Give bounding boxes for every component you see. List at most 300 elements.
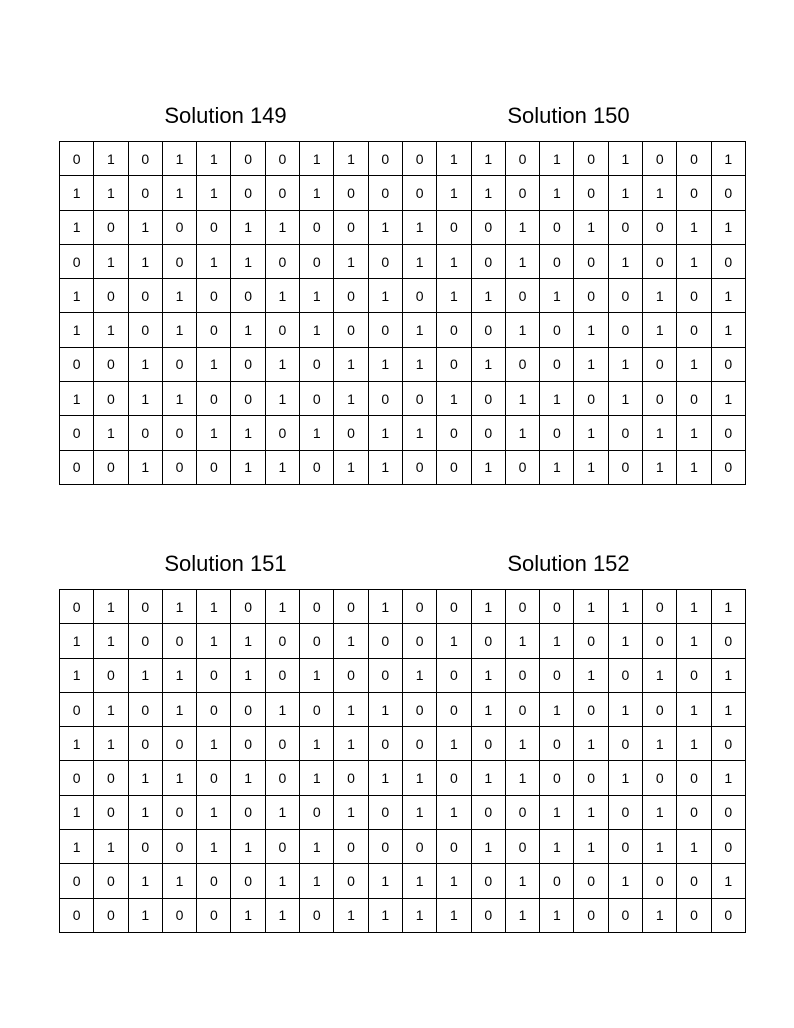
grid-cell: 1	[265, 210, 299, 244]
grid-cell: 1	[505, 727, 539, 761]
grid-cell: 1	[334, 795, 368, 829]
grid-cell: 0	[608, 450, 642, 484]
grid-cell: 0	[711, 244, 745, 278]
grid-cell: 0	[403, 830, 437, 864]
grid-cell: 1	[368, 898, 402, 932]
grid-cell: 0	[677, 279, 711, 313]
grid-cell: 0	[677, 142, 711, 176]
grid-cell: 0	[368, 313, 402, 347]
grid-cell: 1	[711, 692, 745, 726]
grid-cell: 0	[231, 727, 265, 761]
grid-cell: 1	[300, 727, 334, 761]
grid-cell: 1	[128, 210, 162, 244]
grid-cell: 0	[505, 347, 539, 381]
grid-cell: 0	[471, 244, 505, 278]
grid-cell: 1	[368, 347, 402, 381]
grid-cell: 1	[711, 313, 745, 347]
grid-cell: 0	[711, 624, 745, 658]
grid-cell: 1	[60, 830, 94, 864]
grid-cell: 0	[265, 142, 299, 176]
grid-cell: 0	[403, 624, 437, 658]
grid-cell: 0	[334, 313, 368, 347]
grid-cell: 0	[265, 658, 299, 692]
grid-cell: 1	[677, 416, 711, 450]
grid-cell: 1	[540, 898, 574, 932]
grid-cell: 0	[197, 761, 231, 795]
puzzle-grid	[59, 589, 403, 933]
grid-cell: 0	[94, 347, 128, 381]
grid-cell: 1	[334, 624, 368, 658]
grid-cell: 0	[437, 450, 471, 484]
grid-cell: 0	[574, 244, 608, 278]
grid-cell: 1	[128, 761, 162, 795]
grid-cell: 1	[197, 795, 231, 829]
grid-cell: 0	[197, 210, 231, 244]
grid-cell: 0	[128, 176, 162, 210]
grid-cell: 1	[265, 382, 299, 416]
grid-cell: 0	[471, 382, 505, 416]
grid-cell: 1	[403, 416, 437, 450]
grid-cell: 0	[403, 176, 437, 210]
grid-cell: 0	[265, 624, 299, 658]
grid-cell: 1	[265, 692, 299, 726]
grid-cell: 0	[60, 898, 94, 932]
grid-cell: 1	[231, 761, 265, 795]
grid-cell: 0	[265, 416, 299, 450]
grid-cell: 0	[643, 210, 677, 244]
grid-cell: 0	[197, 382, 231, 416]
grid-cell: 0	[608, 727, 642, 761]
grid-cell: 0	[368, 830, 402, 864]
grid-cell: 1	[300, 313, 334, 347]
grid-cell: 0	[197, 898, 231, 932]
grid-cell: 0	[162, 830, 196, 864]
grid-cell: 0	[471, 210, 505, 244]
grid-cell: 1	[162, 761, 196, 795]
grid-cell: 1	[677, 347, 711, 381]
puzzle-grid	[402, 589, 746, 933]
grid-cell: 0	[300, 898, 334, 932]
grid-row	[403, 176, 746, 210]
grid-cell: 0	[231, 347, 265, 381]
grid-cell: 0	[368, 727, 402, 761]
grid-cell: 0	[711, 347, 745, 381]
grid-cell: 0	[162, 244, 196, 278]
grid-cell: 0	[471, 624, 505, 658]
grid-cell: 0	[471, 313, 505, 347]
grid-cell: 1	[231, 210, 265, 244]
grid-row	[403, 795, 746, 829]
grid-cell: 1	[574, 590, 608, 624]
grid-cell: 1	[128, 244, 162, 278]
grid-cell: 1	[505, 864, 539, 898]
grid-cell: 0	[300, 244, 334, 278]
grid-cell: 0	[128, 590, 162, 624]
grid-cell: 0	[300, 624, 334, 658]
grid-cell: 1	[334, 142, 368, 176]
grid-cell: 0	[128, 830, 162, 864]
grid-row	[60, 795, 403, 829]
grid-cell: 1	[608, 382, 642, 416]
grid-cell: 1	[94, 624, 128, 658]
grid-cell: 1	[94, 142, 128, 176]
grid-cell: 0	[505, 590, 539, 624]
grid-row	[403, 416, 746, 450]
grid-cell: 1	[643, 450, 677, 484]
grid-cell: 1	[574, 795, 608, 829]
grid-cell: 1	[608, 864, 642, 898]
grid-cell: 0	[60, 450, 94, 484]
grid-cell: 1	[711, 142, 745, 176]
grid-cell: 0	[711, 830, 745, 864]
grid-cell: 0	[471, 898, 505, 932]
grid-cell: 0	[574, 898, 608, 932]
grid-cell: 1	[60, 624, 94, 658]
grid-cell: 0	[94, 795, 128, 829]
grid-cell: 1	[368, 692, 402, 726]
grid-cell: 0	[608, 313, 642, 347]
grid-row	[60, 727, 403, 761]
grid-cell: 1	[711, 210, 745, 244]
grid-row	[60, 624, 403, 658]
grid-cell: 1	[265, 279, 299, 313]
grid-cell: 0	[197, 279, 231, 313]
grid-cell: 0	[162, 624, 196, 658]
grid-cell: 1	[60, 382, 94, 416]
grid-cell: 1	[162, 279, 196, 313]
grid-row	[403, 864, 746, 898]
grid-cell: 1	[643, 898, 677, 932]
grid-cell: 0	[643, 692, 677, 726]
grid-row	[60, 313, 403, 347]
grid-cell: 1	[711, 658, 745, 692]
grid-cell: 1	[300, 279, 334, 313]
grid-cell: 0	[300, 382, 334, 416]
grid-cell: 1	[403, 795, 437, 829]
grid-cell: 1	[231, 658, 265, 692]
grid-cell: 0	[505, 176, 539, 210]
grid-row	[60, 450, 403, 484]
grid-cell: 1	[403, 898, 437, 932]
grid-cell: 0	[403, 382, 437, 416]
grid-cell: 0	[60, 416, 94, 450]
grid-cell: 0	[643, 244, 677, 278]
grid-cell: 0	[197, 450, 231, 484]
grid-cell: 1	[403, 313, 437, 347]
grid-cell: 1	[677, 590, 711, 624]
grid-cell: 1	[471, 279, 505, 313]
grid-row	[403, 450, 746, 484]
grid-cell: 0	[197, 864, 231, 898]
grid-cell: 0	[471, 416, 505, 450]
grid-row	[403, 692, 746, 726]
grid-cell: 1	[711, 761, 745, 795]
grid-cell: 0	[643, 590, 677, 624]
grid-cell: 1	[643, 727, 677, 761]
grid-cell: 0	[60, 864, 94, 898]
grid-cell: 1	[60, 210, 94, 244]
grid-cell: 0	[403, 590, 437, 624]
grid-cell: 1	[471, 658, 505, 692]
grid-cell: 1	[300, 864, 334, 898]
grid-cell: 0	[643, 864, 677, 898]
grid-cell: 0	[368, 244, 402, 278]
grid-cell: 1	[94, 176, 128, 210]
grid-cell: 0	[608, 830, 642, 864]
grid-row	[60, 347, 403, 381]
grid-cell: 0	[197, 313, 231, 347]
grid-cell: 1	[300, 761, 334, 795]
grid-cell: 0	[540, 761, 574, 795]
grid-cell: 1	[403, 658, 437, 692]
puzzle-grid	[59, 141, 403, 485]
grid-cell: 1	[677, 210, 711, 244]
grid-cell: 1	[368, 416, 402, 450]
grid-cell: 0	[643, 382, 677, 416]
grid-cell: 1	[300, 142, 334, 176]
grid-cell: 1	[608, 692, 642, 726]
grid-cell: 1	[608, 624, 642, 658]
grid-cell: 1	[94, 416, 128, 450]
grid-cell: 1	[300, 658, 334, 692]
grid-row	[60, 590, 403, 624]
grid-cell: 1	[643, 279, 677, 313]
grid-cell: 0	[574, 692, 608, 726]
grid-cell: 0	[608, 795, 642, 829]
grid-cell: 0	[368, 658, 402, 692]
grid-cell: 0	[162, 727, 196, 761]
grid-row	[60, 692, 403, 726]
grid-cell: 1	[471, 450, 505, 484]
grid-cell: 1	[471, 830, 505, 864]
grid-cell: 0	[231, 795, 265, 829]
grid-row	[403, 347, 746, 381]
grid-cell: 1	[334, 347, 368, 381]
grid-cell: 0	[94, 761, 128, 795]
grid-cell: 0	[505, 692, 539, 726]
grid-cell: 1	[437, 727, 471, 761]
grid-cell: 0	[574, 176, 608, 210]
grid-cell: 1	[471, 142, 505, 176]
grid-cell: 1	[197, 416, 231, 450]
grid-cell: 1	[162, 658, 196, 692]
grid-cell: 1	[403, 864, 437, 898]
grid-cell: 0	[265, 830, 299, 864]
grid-cell: 1	[711, 590, 745, 624]
grid-cell: 1	[677, 624, 711, 658]
grid-cell: 0	[60, 761, 94, 795]
grid-cell: 0	[471, 727, 505, 761]
grid-cell: 1	[643, 795, 677, 829]
grid-cell: 0	[711, 416, 745, 450]
grid-cell: 0	[60, 692, 94, 726]
grid-cell: 0	[60, 347, 94, 381]
grid-cell: 0	[300, 347, 334, 381]
grid-cell: 0	[231, 590, 265, 624]
grid-cell: 0	[711, 727, 745, 761]
grid-cell: 1	[677, 727, 711, 761]
grid-cell: 1	[574, 313, 608, 347]
grid-cell: 1	[403, 244, 437, 278]
grid-cell: 1	[677, 830, 711, 864]
grid-cell: 1	[505, 761, 539, 795]
grid-cell: 1	[128, 864, 162, 898]
grid-cell: 0	[540, 864, 574, 898]
grid-row	[60, 142, 403, 176]
grid-cell: 0	[540, 658, 574, 692]
grid-cell: 1	[94, 692, 128, 726]
grid-cell: 1	[403, 347, 437, 381]
grid-cell: 0	[608, 658, 642, 692]
grid-cell: 1	[94, 590, 128, 624]
grid-cell: 0	[505, 830, 539, 864]
grid-cell: 1	[677, 450, 711, 484]
grid-cell: 0	[334, 279, 368, 313]
grid-cell: 0	[334, 658, 368, 692]
grid-row	[403, 590, 746, 624]
grid-cell: 0	[711, 176, 745, 210]
grid-cell: 0	[128, 416, 162, 450]
grid-cell: 0	[60, 142, 94, 176]
grid-cell: 0	[128, 624, 162, 658]
grid-cell: 0	[368, 176, 402, 210]
grid-row	[60, 658, 403, 692]
grid-cell: 1	[197, 830, 231, 864]
grid-cell: 1	[368, 761, 402, 795]
grid-cell: 0	[334, 761, 368, 795]
grid-cell: 0	[540, 727, 574, 761]
grid-cell: 0	[94, 450, 128, 484]
grid-cell: 1	[162, 382, 196, 416]
grid-cell: 0	[128, 692, 162, 726]
grid-row	[60, 830, 403, 864]
grid-cell: 0	[300, 795, 334, 829]
grid-row	[403, 382, 746, 416]
grid-cell: 0	[437, 590, 471, 624]
grid-cell: 1	[300, 416, 334, 450]
grid-cell: 1	[231, 624, 265, 658]
grid-cell: 1	[231, 830, 265, 864]
grid-cell: 0	[540, 347, 574, 381]
grid-row	[60, 864, 403, 898]
grid-cell: 1	[162, 142, 196, 176]
grid-cell: 0	[231, 864, 265, 898]
grid-cell: 0	[334, 590, 368, 624]
grid-row	[403, 727, 746, 761]
grid-cell: 0	[300, 210, 334, 244]
grid-cell: 0	[334, 864, 368, 898]
grid-cell: 0	[437, 658, 471, 692]
grid-cell: 0	[437, 830, 471, 864]
grid-cell: 1	[60, 313, 94, 347]
grid-cell: 0	[94, 382, 128, 416]
grid-cell: 0	[162, 795, 196, 829]
puzzle-title: Solution 150	[507, 103, 630, 128]
grid-cell: 0	[368, 795, 402, 829]
grid-cell: 1	[60, 279, 94, 313]
puzzle-title: Solution 152	[507, 551, 630, 576]
grid-cell: 1	[60, 658, 94, 692]
grid-cell: 1	[403, 210, 437, 244]
grid-cell: 0	[608, 210, 642, 244]
grid-cell: 0	[574, 382, 608, 416]
grid-cell: 0	[334, 176, 368, 210]
grid-cell: 0	[437, 416, 471, 450]
grid-cell: 0	[403, 692, 437, 726]
grid-cell: 1	[231, 416, 265, 450]
grid-cell: 0	[265, 313, 299, 347]
grid-cell: 0	[94, 898, 128, 932]
grid-cell: 1	[128, 347, 162, 381]
grid-cell: 1	[574, 347, 608, 381]
grid-cell: 0	[300, 590, 334, 624]
grid-cell: 1	[505, 624, 539, 658]
grid-cell: 1	[368, 210, 402, 244]
grid-cell: 1	[608, 244, 642, 278]
grid-cell: 1	[265, 864, 299, 898]
grid-cell: 1	[540, 176, 574, 210]
grid-row	[403, 761, 746, 795]
grid-cell: 1	[677, 692, 711, 726]
grid-cell: 0	[403, 450, 437, 484]
grid-row	[60, 898, 403, 932]
grid-cell: 1	[711, 864, 745, 898]
grid-cell: 0	[437, 761, 471, 795]
grid-cell: 0	[505, 795, 539, 829]
grid-cell: 1	[643, 176, 677, 210]
grid-cell: 1	[300, 176, 334, 210]
grid-cell: 0	[677, 761, 711, 795]
grid-cell: 0	[162, 210, 196, 244]
grid-cell: 1	[197, 624, 231, 658]
grid-cell: 0	[265, 176, 299, 210]
grid-cell: 0	[300, 692, 334, 726]
grid-cell: 1	[94, 830, 128, 864]
grid-cell: 0	[437, 210, 471, 244]
grid-cell: 1	[162, 313, 196, 347]
grid-cell: 1	[505, 416, 539, 450]
grid-cell: 1	[677, 244, 711, 278]
grid-cell: 0	[231, 142, 265, 176]
grid-cell: 1	[231, 450, 265, 484]
grid-cell: 0	[94, 279, 128, 313]
grid-cell: 1	[471, 176, 505, 210]
grid-cell: 0	[437, 347, 471, 381]
grid-cell: 1	[162, 590, 196, 624]
grid-cell: 1	[505, 210, 539, 244]
grid-cell: 0	[643, 624, 677, 658]
grid-cell: 0	[300, 450, 334, 484]
grid-cell: 0	[711, 795, 745, 829]
grid-cell: 1	[300, 830, 334, 864]
grid-cell: 0	[162, 450, 196, 484]
grid-row	[403, 313, 746, 347]
grid-cell: 0	[540, 416, 574, 450]
grid-cell: 0	[162, 416, 196, 450]
grid-row	[60, 761, 403, 795]
grid-cell: 0	[231, 382, 265, 416]
grid-cell: 0	[711, 898, 745, 932]
grid-cell: 1	[437, 864, 471, 898]
grid-cell: 0	[60, 244, 94, 278]
grid-cell: 1	[437, 176, 471, 210]
grid-cell: 1	[197, 347, 231, 381]
grid-cell: 1	[643, 416, 677, 450]
grid-cell: 1	[60, 795, 94, 829]
grid-cell: 1	[471, 347, 505, 381]
grid-cell: 1	[711, 382, 745, 416]
grid-cell: 0	[711, 450, 745, 484]
